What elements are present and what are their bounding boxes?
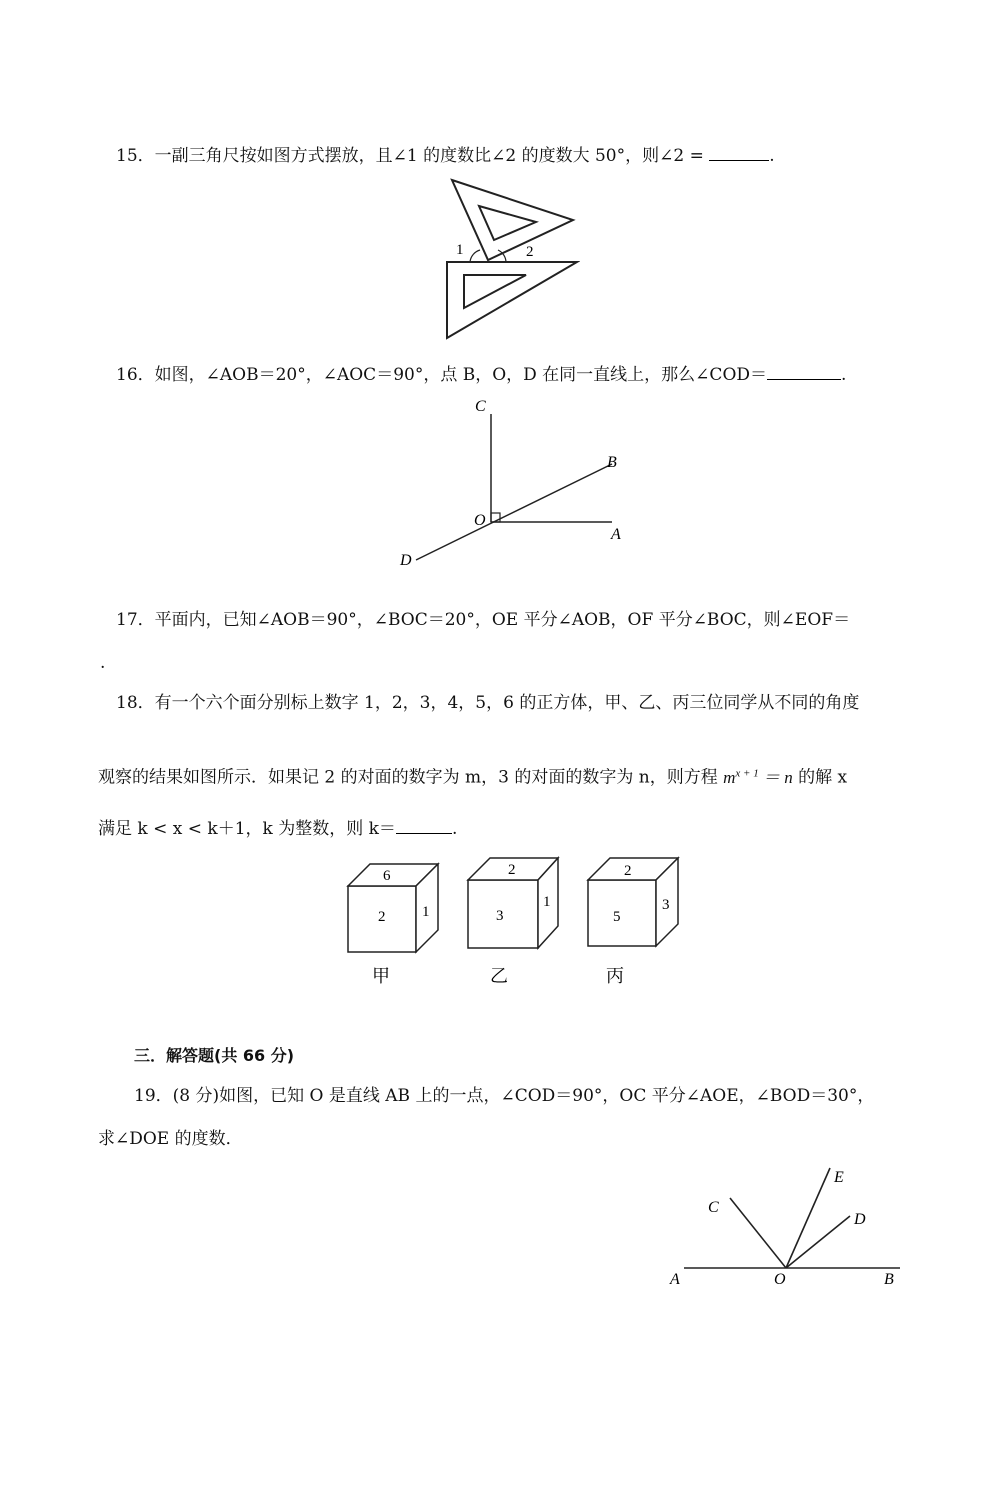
q18-answer-blank[interactable]: [396, 817, 452, 834]
q19-line-1: [134, 1085, 874, 1107]
point-a-label: A: [611, 526, 621, 543]
cube-yi-front-number: 3: [496, 908, 504, 924]
q17-line: [116, 609, 850, 631]
point-b-label: B: [607, 454, 617, 471]
q18-text-2b: 的解 x: [798, 767, 848, 788]
cube-yi-caption: 乙: [490, 966, 508, 987]
point-o-label: O: [474, 512, 486, 529]
point-c-label: C: [475, 398, 486, 415]
section-3-title: 三．解答题(共 66 分): [134, 1046, 295, 1065]
q15-line: [116, 144, 775, 167]
q17-text: 平面内，已知∠AOB＝90°，∠BOC＝20°，OE 平分∠AOB，OF 平分∠BOC，则∠EOF＝: [154, 610, 851, 630]
q19-line-2: 求∠DOE 的度数．: [98, 1129, 243, 1149]
q18-line-1: [116, 692, 859, 714]
line-bd: [416, 464, 612, 560]
cube-yi-top-number: 2: [508, 862, 516, 878]
q15-text: 一副三角尺按如图方式摆放，且∠1 的度数比∠2 的度数大 50°，则∠2 =: [154, 146, 704, 166]
lower-set-square-outer: [447, 262, 577, 338]
q18-eq-exponent: x + 1: [735, 767, 759, 779]
upper-set-square-outer: [452, 180, 573, 260]
q18-text-3: 满足 k < x < k＋1，k 为整数，则 k＝: [98, 819, 396, 839]
q16-answer-blank[interactable]: [767, 363, 841, 380]
q15-triangle-figure: [440, 176, 580, 346]
q18-equation: [723, 768, 793, 787]
q19-angle-figure: [660, 1160, 910, 1290]
q19-number: 19．: [134, 1086, 173, 1106]
point-o-label: O: [774, 1271, 786, 1288]
ray-od: [786, 1216, 850, 1268]
cube-bing-front-number: 5: [613, 909, 621, 925]
q19-text-1: (8 分)如图，已知 O 是直线 AB 上的一点，∠COD＝90°，OC 平分∠AOE，∠BOD＝30°，: [172, 1086, 875, 1106]
cube-jia-front-number: 2: [378, 909, 386, 925]
cube-bing-caption: 丙: [606, 966, 624, 987]
q18-number: 18．: [116, 693, 155, 713]
angle-1-label: 1: [456, 242, 464, 258]
q18-text-1: 有一个六个面分别标上数字 1，2，3，4，5，6 的正方体，甲、乙、丙三位同学从不同的角度: [154, 693, 860, 713]
q18-end: .: [451, 819, 458, 839]
point-c-label: C: [708, 1199, 719, 1216]
q15-number: 15．: [116, 146, 155, 166]
q18-eq-base: m: [723, 767, 736, 787]
cube-yi: [468, 858, 558, 948]
q15-answer-blank[interactable]: [709, 144, 769, 161]
cube-yi-side-number: 1: [543, 894, 551, 910]
point-b-label: B: [884, 1271, 894, 1288]
cube-bing-front: [588, 880, 656, 946]
point-a-label: A: [670, 1271, 680, 1288]
q17-number: 17．: [116, 610, 155, 630]
cube-jia: [348, 864, 438, 952]
point-d-label: D: [854, 1211, 866, 1228]
q16-line: [116, 363, 846, 386]
cube-bing: [588, 858, 678, 946]
q16-angle-figure: [390, 392, 640, 577]
cube-jia-side-number: 1: [422, 904, 430, 920]
q18-text-2a: 观察的结果如图所示．如果记 2 的对面的数字为 m，3 的对面的数字为 n，则方程: [98, 767, 718, 788]
point-d-label: D: [400, 552, 412, 569]
cube-bing-top-number: 2: [624, 863, 632, 879]
upper-set-square-inner: [479, 206, 536, 240]
angle-1-arc: [470, 250, 480, 262]
cube-jia-caption: 甲: [372, 966, 390, 987]
q18-line-3: [98, 817, 457, 840]
ray-oc: [730, 1198, 786, 1268]
q18-eq-rest: ＝ n: [758, 767, 793, 787]
cube-bing-side-number: 3: [662, 897, 670, 913]
q15-end: .: [769, 146, 775, 166]
q16-end: .: [841, 365, 847, 385]
q16-text: 如图，∠AOB＝20°，∠AOC＝90°，点 B，O，D 在同一直线上，那么∠COD＝: [154, 365, 768, 385]
angle-2-label: 2: [526, 244, 534, 260]
q16-number: 16．: [116, 365, 155, 385]
point-e-label: E: [834, 1169, 844, 1186]
ray-oe: [786, 1168, 830, 1268]
cubes-figure: [340, 855, 690, 960]
q18-line-2: [98, 762, 847, 789]
lower-set-square-inner: [464, 275, 526, 308]
q17-end: .: [100, 653, 106, 673]
cube-jia-top-number: 6: [383, 868, 391, 884]
